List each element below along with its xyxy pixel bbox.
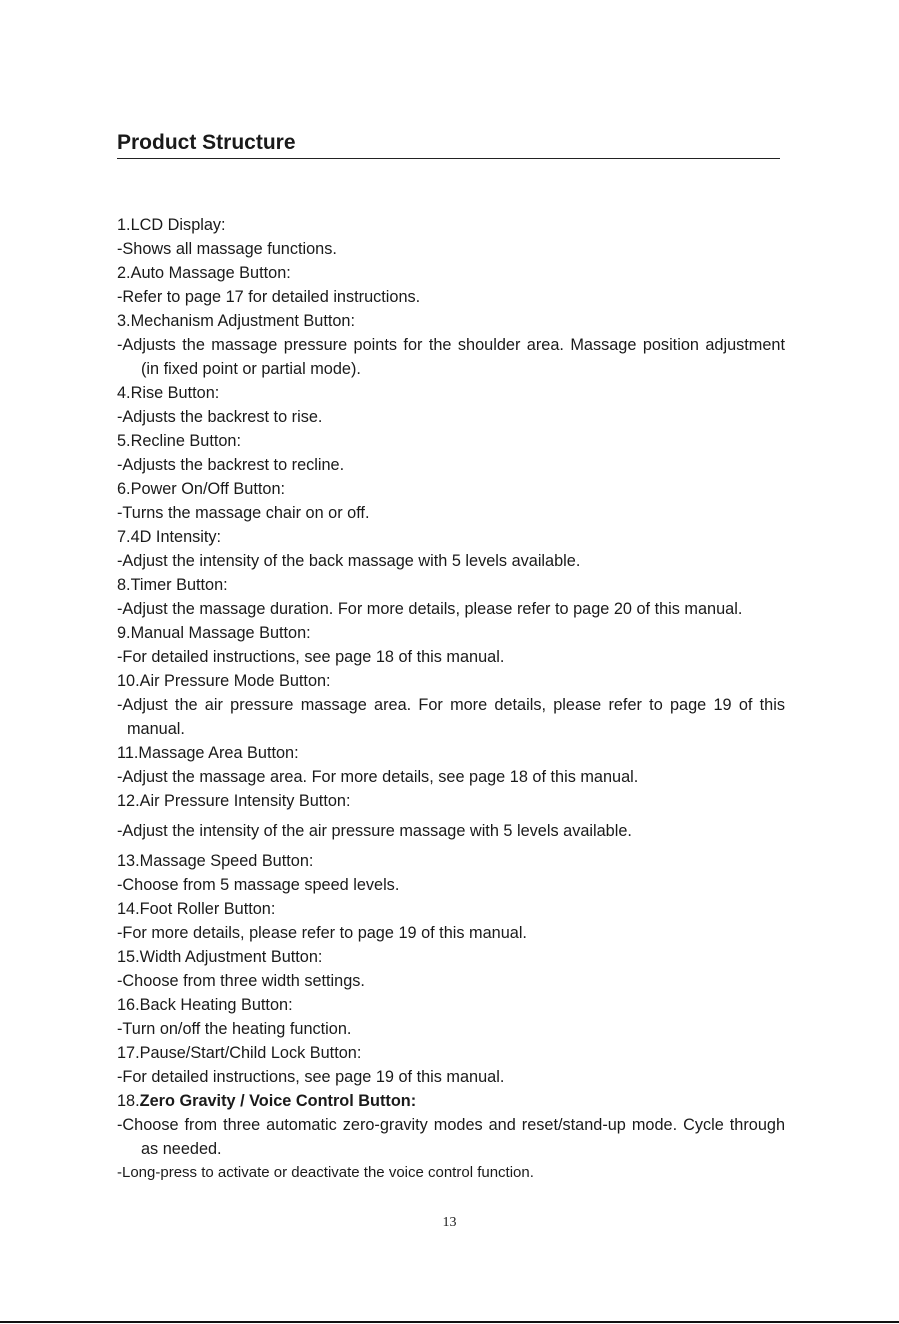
- item-description: -Turn on/off the heating function.: [117, 1020, 352, 1038]
- item-label: 14.Foot Roller Button:: [117, 900, 276, 918]
- item-number: 18.: [117, 1092, 140, 1110]
- item-description: -Adjust the massage area. For more details, see page 18 of this manual.: [117, 768, 639, 786]
- feature-list: [117, 213, 785, 1185]
- item-description: -Long-press to activate or deactivate the voice control function.: [117, 1164, 534, 1181]
- item-description: -Adjusts the backrest to rise.: [117, 408, 323, 426]
- item-description: -Choose from three width settings.: [117, 972, 365, 990]
- item-description: -Refer to page 17 for detailed instructions.: [117, 288, 421, 306]
- item-label: 11.Massage Area Button:: [117, 744, 299, 762]
- item-label: 2.Auto Massage Button:: [117, 264, 291, 282]
- title-underline: [117, 158, 780, 159]
- item-description: -Adjusts the backrest to recline.: [117, 456, 345, 474]
- item-label: 9.Manual Massage Button:: [117, 624, 311, 642]
- item-label: 13.Massage Speed Button:: [117, 852, 314, 870]
- page-number: 13: [442, 1215, 457, 1230]
- item-description: -Adjust the intensity of the back massage with 5 levels available.: [117, 552, 581, 570]
- item-label: 8.Timer Button:: [117, 576, 228, 594]
- item-label: 10.Air Pressure Mode Button:: [117, 672, 331, 690]
- page-title: Product Structure: [117, 131, 296, 154]
- item-label-bold: Zero Gravity / Voice Control Button:: [139, 1092, 417, 1110]
- item-description: -Shows all massage functions.: [117, 240, 337, 258]
- item-label: 6.Power On/Off Button:: [117, 480, 286, 498]
- item-description: -Adjust the air pressure massage area. For more details, please refer to page 19 of this manual.: [117, 696, 785, 738]
- item-label: 7.4D Intensity:: [117, 528, 222, 546]
- item-label: 15.Width Adjustment Button:: [117, 948, 323, 966]
- item-label: 4.Rise Button:: [117, 384, 220, 402]
- item-description: -Adjust the intensity of the air pressure massage with 5 levels available.: [117, 822, 632, 840]
- item-description: -Adjust the massage duration. For more details, please refer to page 20 of this manual.: [117, 600, 743, 618]
- item-label: 1.LCD Display:: [117, 216, 226, 234]
- item-label: 5.Recline Button:: [117, 432, 241, 450]
- item-label: 12.Air Pressure Intensity Button:: [117, 792, 351, 810]
- item-description: -Choose from 5 massage speed levels.: [117, 876, 400, 894]
- item-label: 16.Back Heating Button:: [117, 996, 293, 1014]
- item-description: -Choose from three automatic zero-gravity modes and reset/stand-up mode. Cycle through as needed.: [117, 1116, 785, 1158]
- item-description: -For detailed instructions, see page 19 of this manual.: [117, 1068, 505, 1086]
- item-label: [117, 1089, 785, 1113]
- item-label: 3.Mechanism Adjustment Button:: [117, 312, 356, 330]
- item-label: 17.Pause/Start/Child Lock Button:: [117, 1044, 362, 1062]
- bottom-rule: [0, 1321, 899, 1323]
- item-description: -For detailed instructions, see page 18 of this manual.: [117, 648, 505, 666]
- item-description: -Adjusts the massage pressure points for the shoulder area. Massage position adjustment (in fixed point or partial mode).: [117, 336, 785, 378]
- item-description: -Turns the massage chair on or off.: [117, 504, 370, 522]
- item-description: -For more details, please refer to page 19 of this manual.: [117, 924, 527, 942]
